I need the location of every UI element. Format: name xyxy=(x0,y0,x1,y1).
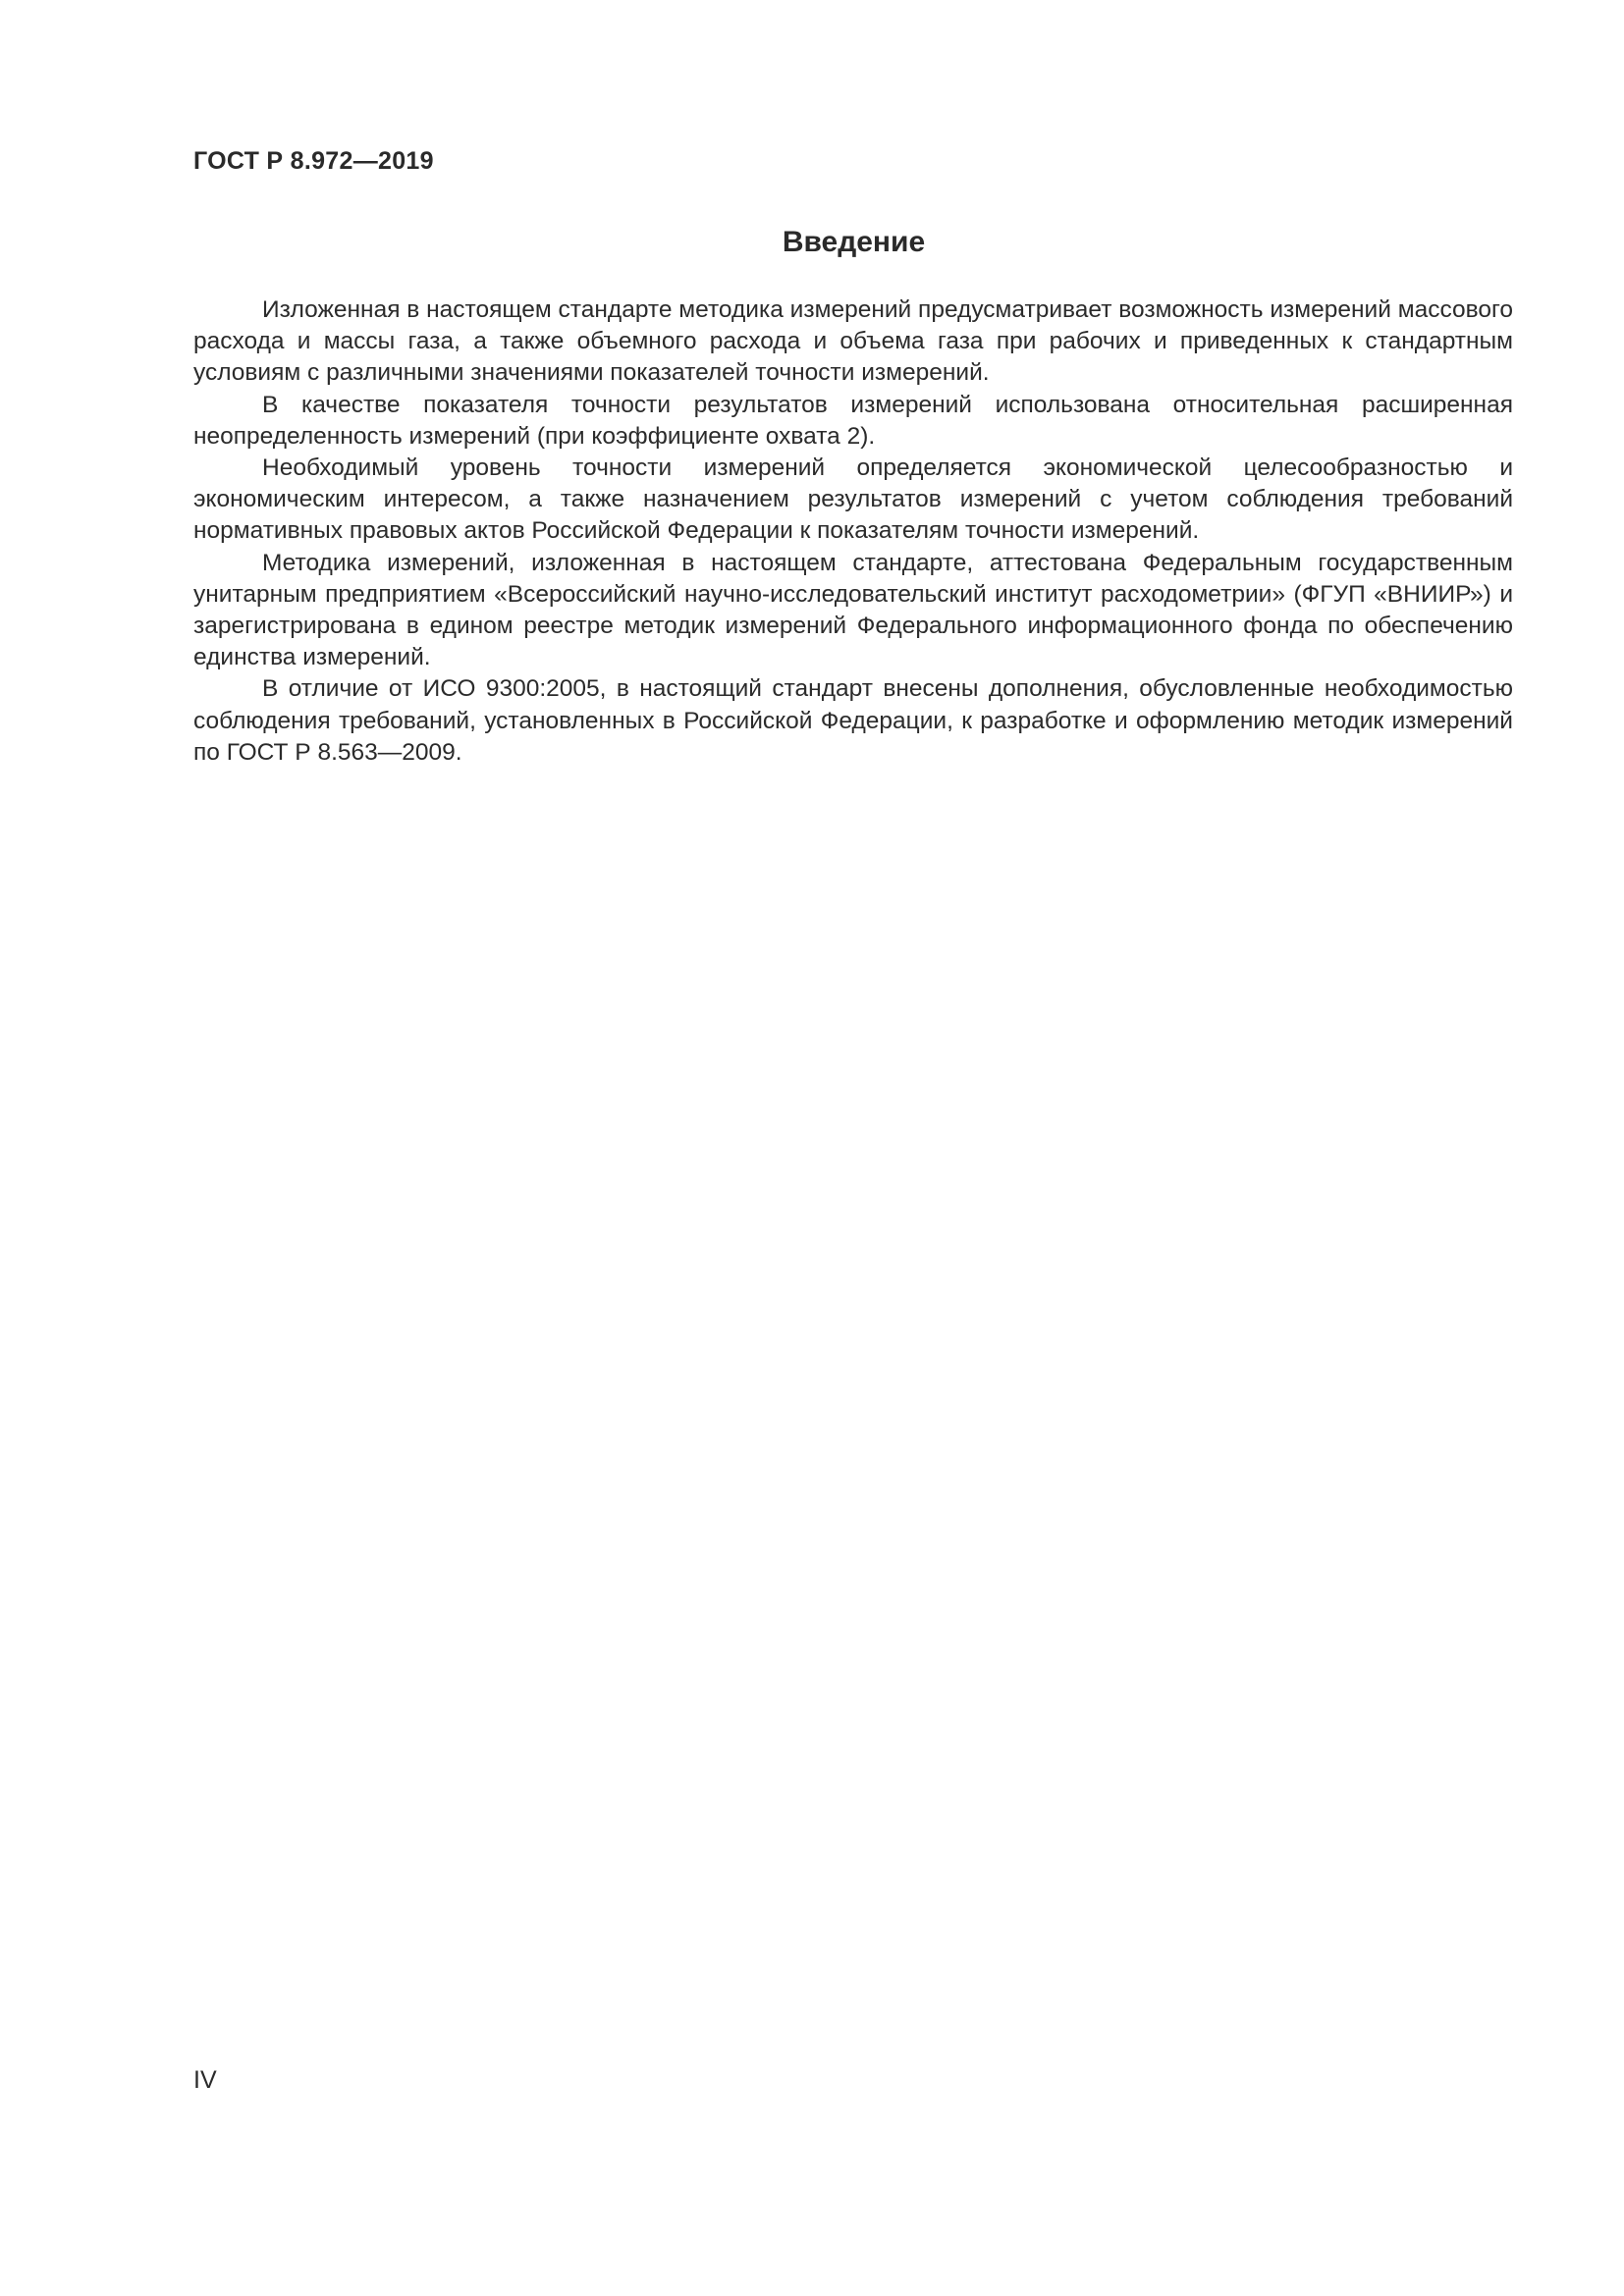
paragraph: Методика измерений, изложенная в настоящем стандарте, аттестована Федеральным государственным унитарным предприятием «Всероссийский научно-исследовательский институт расходометрии» (ФГУП «ВНИИР») и зарегистрирована в едином реестре методик измерений Федерального информационного фонда по обеспечению единства измерений. xyxy=(193,549,1513,671)
paragraph: В отличие от ИСО 9300:2005, в настоящий стандарт внесены дополнения, обусловленные необходимостью соблюдения требований, установленных в Российской Федерации, к разработке и оформлению методик измерений по ГОСТ Р 8.563—2009. xyxy=(193,675,1513,766)
introduction-body xyxy=(193,294,1513,769)
page-number: IV xyxy=(193,2066,217,2094)
document-code: ГОСТ Р 8.972—2019 xyxy=(193,147,434,175)
paragraph: В качестве показателя точности результатов измерений использована относительная расширенная неопределенность измерений (при коэффициенте охвата 2). xyxy=(193,391,1513,450)
section-title: Введение xyxy=(782,226,926,258)
paragraph: Изложенная в настоящем стандарте методика измерений предусматривает возможность измерений массового расхода и массы газа, а также объемного расхода и объема газа при рабочих и приведенных к стандартным условиям с различными значениями показателей точности измерений. xyxy=(193,296,1513,387)
paragraph: Необходимый уровень точности измерений определяется экономической целесообразностью и экономическим интересом, а также назначением результатов измерений с учетом соблюдения требований нормативных правовых актов Российской Федерации к показателям точности измерений. xyxy=(193,454,1513,545)
